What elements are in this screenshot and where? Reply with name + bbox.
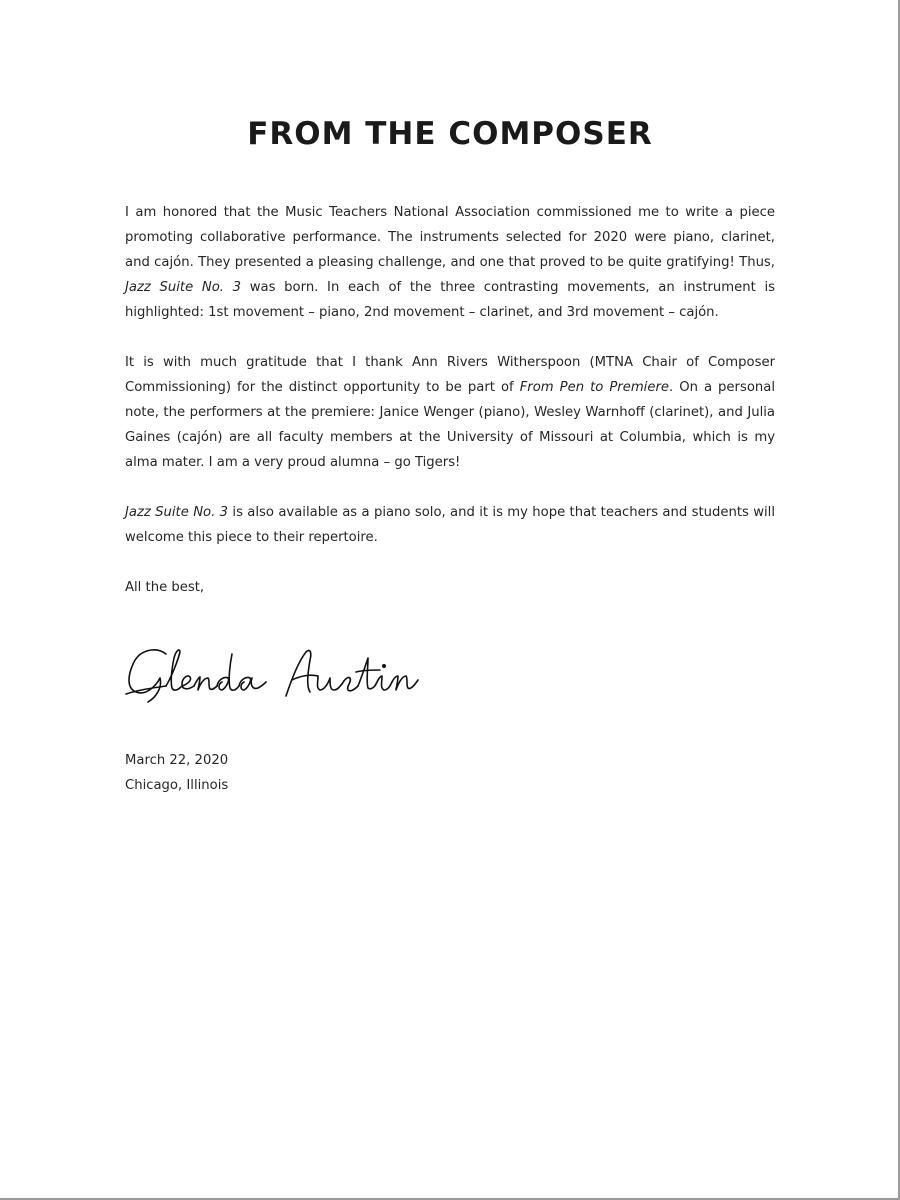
paragraph-2-text-a: It is with much gratitude that I thank Ann Rivers Witherspoon (MTNA Chair of Composer Commissioning) for the distinct opportunity to be part of (125, 355, 775, 395)
handwritten-signature (118, 640, 428, 710)
paragraph-2 (125, 350, 775, 475)
closing-line: All the best, (125, 580, 205, 595)
paragraph-1-text-b: was born. In each of the three contrasting movements, an instrument is highlighted: 1st movement – piano, 2nd movement – clarinet, and 3rd movement – cajón. (125, 280, 775, 320)
paragraph-1-text-a: I am honored that the Music Teachers National Association commissioned me to write a piece promoting collaborative performance. The instruments selected for 2020 were piano, clarinet, and cajón. They presented a pleasing challenge, and one that proved to be quite gratifying! Thus, (125, 205, 775, 270)
paragraph-1 (125, 200, 775, 325)
paragraph-2-text-b: . On a personal note, the performers at the premiere: Janice Wenger (piano), Wesley Warnhoff (clarinet), and Julia Gaines (cajón) are all faculty members at the University of Missouri at Columbia, which is my alma mater. I am a very proud alumna – go Tigers! (125, 380, 775, 470)
letter-date: March 22, 2020 (125, 753, 229, 768)
page-title: FROM THE COMPOSER (247, 116, 653, 152)
letter-location: Chicago, Illinois (125, 778, 229, 793)
paragraph-1-title-italic: Jazz Suite No. 3 (125, 280, 242, 295)
paragraph-3 (125, 500, 775, 550)
paragraph-3-text-a: is also available as a piano solo, and it is my hope that teachers and students will welcome this piece to their repertoire. (125, 505, 775, 545)
letter-body (125, 200, 775, 625)
paragraph-2-title-italic: From Pen to Premiere (519, 380, 669, 395)
paragraph-3-title-italic: Jazz Suite No. 3 (125, 505, 229, 520)
letter-meta (125, 748, 228, 798)
